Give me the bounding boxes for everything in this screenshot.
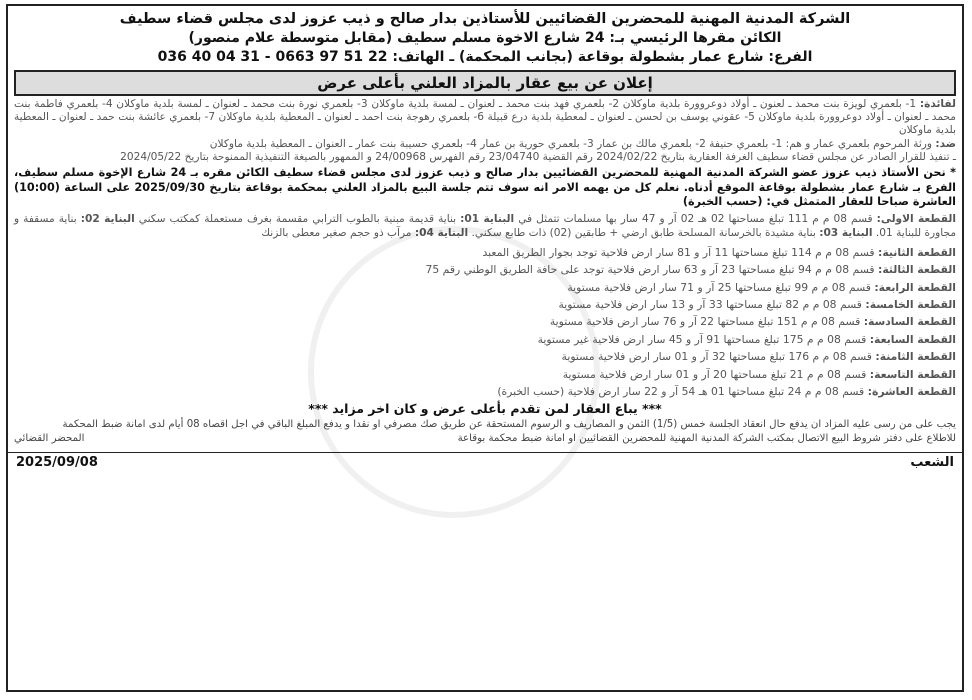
announcement-title: إعلان عن بيع عقار بالمزاد العلني بأعلى عرض <box>14 70 956 96</box>
lot-item <box>14 331 956 348</box>
lot-text: قسم 08 م م 151 تبلغ مساحتها 22 آر و 76 سار ارض فلاحية مستوية <box>549 315 861 329</box>
header-branch <box>8 48 962 67</box>
building-03-text: بناية مشيدة بالخرسانة المسلحة طابق ارضي + طابقين (02) ذات طابع سكني. <box>471 227 816 240</box>
lot-item <box>14 348 956 365</box>
lot-label: القطعة الثانية: <box>878 245 956 259</box>
lot-label: القطعة الرابعة: <box>874 280 956 294</box>
contact-text: للاطلاع على دفتر شروط البيع الاتصال بمكتب الشركة المدنية المهنية للمحضرين القضائيين او امانة ضبط محكمة بوقاعة <box>457 433 956 445</box>
building-02-text: بناية مسقفة و مجاورة للبناية 01. <box>14 212 956 240</box>
lot-text: قسم 08 م م 175 تبلغ مساحتها 91 آر و 45 سار ارض فلاحية غير مستوية <box>537 332 867 346</box>
intro-paragraph-3: ـ تنفيذ للقرار الصادر عن مجلس قضاء سطيف الغرفة العقارية بتاريخ 2024/02/22 رقم القضية 23/04740 رقم الفهرس 24/00968 و الممهور بالصيغة التنفيذية الممنوحة بتاريخ 2024/05/22 <box>120 150 956 163</box>
lot-1 <box>14 212 956 241</box>
lot-label: القطعة الثامنة: <box>875 350 956 364</box>
building-04-text: مرآب ذو حجم صغير معطى بالزنك <box>261 227 412 240</box>
header-company: الشركة المدنية المهنية للمحضرين القضائيين للأستاذين بدار صالح و ذيب عزوز لدى مجلس قضاء سطيف <box>119 11 851 27</box>
lot-text: قسم 08 م م 24 تبلغ مساحتها 01 هـ 54 آر و 22 سار ارض فلاحية (حسب الخبرة) <box>497 385 865 399</box>
building-02-label: البناية 02: <box>80 212 135 225</box>
against-text: ورثة المرحوم بلعمري عمار و هم: 1- بلعمري حنيفة 2- بلعمري مالك بن عمار 3- بلعمري حورية بن عمار 4- بلعمري حسيبة بنت عمار ـ العنوان ـ المعطية بلدية ماوكلان <box>209 137 933 150</box>
lot-label: القطعة الخامسة: <box>865 298 956 312</box>
intro-paragraph-2 <box>14 138 956 151</box>
lot-text: قسم 08 م م 99 تبلغ مساحتها 25 آر و 71 سار ارض فلاحية مستوية <box>567 280 871 294</box>
building-03-label: البناية 03: <box>819 227 873 240</box>
notice-paragraph: * نحن الأستاذ ذيب عزوز عضو الشركة المدنية المهنية للمحضرين القضائيين بدار صالح و ذيب عزوز لدى مجلس قضاء سطيف الكائن مقره بـ 24 شارع الإخوة مسلم سطيف، الفرع بـ شارع عمار بشطولة بوقاعة الموقع أدناه. نعلم كل من يهمه الامر انه سوف تتم جلسة البيع بالمزاد العلني بمحكمة بوقاعة بتاريخ 2025/09/30 على الساعة (10:00) العاشرة صباحا للعقار المتمثل في: (حسب الخبرة) <box>14 166 957 209</box>
announcement-frame <box>6 4 964 692</box>
newspaper-name: الشعب <box>910 455 954 471</box>
publication-date: 2025/09/08 <box>16 455 98 471</box>
lot-item <box>14 366 956 383</box>
building-01-text: بناية قديمة مبنية بالطوب الترابي مقسمة بغرف مستعملة كمكتب سكني <box>138 212 457 225</box>
sale-banner: *** يباع العقار لمن تقدم بأعلى عرض و كان اخر مزايد *** <box>308 401 662 417</box>
announcement-body <box>8 98 962 446</box>
lot-text: قسم 08 م م 82 تبلغ مساحتها 33 آر و 13 سار ارض فلاحية مستوية <box>558 298 862 312</box>
lot-label: القطعة الثالثة: <box>878 263 956 277</box>
lot-label: القطعة السابعة: <box>869 332 956 346</box>
signature: المحضر القضائي <box>14 433 85 445</box>
lot-text: قسم 08 م م 114 تبلغ مساحتها 11 آر و 81 سار ارض فلاحية توجد بجوار الطريق المعبد <box>482 245 875 259</box>
lot-item <box>14 313 956 330</box>
building-01-label: البناية 01: <box>460 212 515 225</box>
lot-item <box>14 383 956 400</box>
header-phones: 036 40 04 31 - 0663 97 51 22 <box>157 49 388 65</box>
beneficiary-text: 1- بلعمري لويزة بنت محمد ـ لعنون ـ أولاد دوعروورة بلدية ماوكلان 2- بلعمري فهد بنت محمد ـ لعنوان ـ لمسة بلدية ماوكلان 3- بلعمري نورة بنت محمد ـ لعنوان ـ لمسة بلدية ماوكلان 4- بلعمري فاطمة بنت محمد ـ لعنوان ـ أولاد دوعروورة بلدية ماوكلان 5- عقوني يوسف بن لحسن ـ لعنوان ـ لمعطية بلدية درع قبيلة 6- بلعمري رهوجة بنت احمد ـ لعنوان ـ المعطية بلدية ماوكلان 7- بلعمري عائشة بنت حمد ـ لعنوان ـ المعطية بلدية ماوكلان <box>14 98 956 137</box>
header-address: الكائن مقرها الرئيسي بـ: 24 شارع الاخوة مسلم سطيف (مقابل متوسطة علام منصور) <box>188 30 782 46</box>
contact-note <box>14 432 956 446</box>
lot-text: قسم 08 م م 94 تبلغ مساحتها 23 آر و 63 سار ارض فلاحية توجد على حافة الطريق الوطني رقم 75 <box>425 263 875 277</box>
lot-text: قسم 08 م م 176 تبلغ مساحتها 32 آر و 01 سار ارض فلاحية مستوية <box>561 350 872 364</box>
building-04-label: البناية 04: <box>414 227 469 240</box>
lot-label: القطعة العاشرة: <box>867 385 956 399</box>
lot-1-label: القطعة الاولى: <box>876 212 956 225</box>
header-branch-text: الفرع: شارع عمار بشطولة بوقاعة (بجانب المحكمة) ـ الهاتف: <box>392 49 813 65</box>
payment-terms: يجب على من رسى عليه المزاد ان يدفع حال انعقاد الجلسة خمس (1/5) الثمن و المصاريف و الرسوم المستحقة عن طريق صك مصرفي او نقدا و يدفع المبلغ الباقي في اجل اقصاه 08 أيام لدى امانة ضبط المحكمة <box>62 419 956 431</box>
lot-text: قسم 08 م م 21 تبلغ مساحتها 20 آر و 01 سار ارض فلاحية مستوية <box>562 367 867 381</box>
label-against: ضد: <box>935 137 956 150</box>
publication-info <box>8 453 962 470</box>
lot-item <box>14 244 956 261</box>
lot-label: القطعة التاسعة: <box>869 367 956 381</box>
header <box>8 6 962 67</box>
lot-1-text: قسم 08 م م 111 تبلغ مساحتها 02 هـ 02 آر و 47 سار بها مسلمات تتمثل في <box>518 212 873 225</box>
lot-label: القطعة السادسة: <box>863 315 956 329</box>
lot-item <box>14 261 956 278</box>
intro-paragraph-1 <box>14 98 956 138</box>
label-beneficiary: لفائدة: <box>919 98 956 110</box>
lot-item <box>14 279 956 296</box>
lots-list <box>14 244 956 401</box>
lot-item <box>14 296 956 313</box>
